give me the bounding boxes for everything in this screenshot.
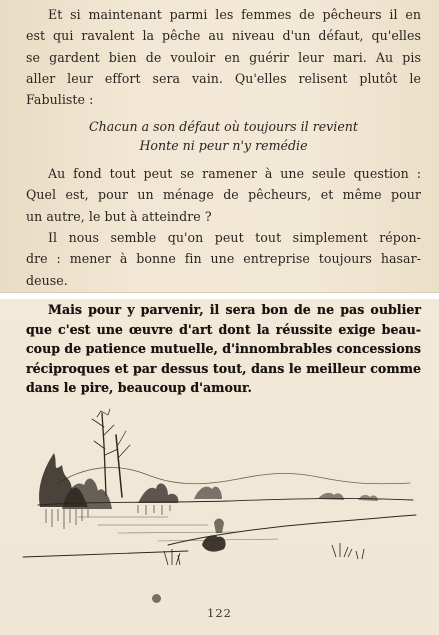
- paragraph-fishermen-wives: [26, 4, 421, 110]
- text-line: réciproques et par dessus tout, dans le meilleur comme: [26, 360, 421, 376]
- text-line: se gardent bien de vouloir en guérir leur mari. Au pis: [26, 49, 421, 65]
- ink-spot: [152, 594, 161, 603]
- text-line: que c'est une œuvre d'art dont la réussite exige beau-: [26, 321, 421, 337]
- text-line: Il nous semble qu'on peut tout simplement répon-: [48, 230, 421, 245]
- quote-line: Honte ni peur n'y remédie: [139, 138, 308, 153]
- quote-line: Chacun a son défaut où toujours il revient: [89, 119, 358, 134]
- landscape-sketch-icon: [18, 405, 418, 585]
- text-line: Fabuliste :: [26, 92, 94, 108]
- fable-quote: [0, 117, 439, 155]
- text-line: est qui ravalent la pêche au niveau d'un défaut, qu'elles: [26, 28, 421, 44]
- scan-seam: [0, 292, 439, 299]
- text-line: dre : mener à bonne fin une entreprise toujours hasar-: [26, 251, 421, 267]
- text-line: Et si maintenant parmi les femmes de pêcheurs il en: [48, 7, 421, 22]
- text-line: un autre, le but à atteindre ?: [26, 208, 212, 224]
- text-line: dans le pire, beaucoup d'amour.: [26, 380, 252, 395]
- paragraph-answer: [26, 227, 421, 291]
- text-line: deuse.: [26, 272, 68, 288]
- text-line: coup de patience mutuelle, d'innombrables concessions: [26, 341, 421, 356]
- text-line: aller leur effort sera vain. Qu'elles relisent plutôt le: [26, 70, 421, 86]
- text-line: Au fond tout peut se ramener à une seule question :: [48, 166, 421, 181]
- text-line: Quel est, pour un ménage de pêcheurs, et même pour: [26, 187, 421, 203]
- text-line: Mais pour y parvenir, il sera bon de ne pas oublier: [48, 302, 421, 317]
- paragraph-question: [26, 163, 421, 227]
- paragraph-love: [26, 300, 421, 398]
- page-number: 122: [207, 606, 232, 620]
